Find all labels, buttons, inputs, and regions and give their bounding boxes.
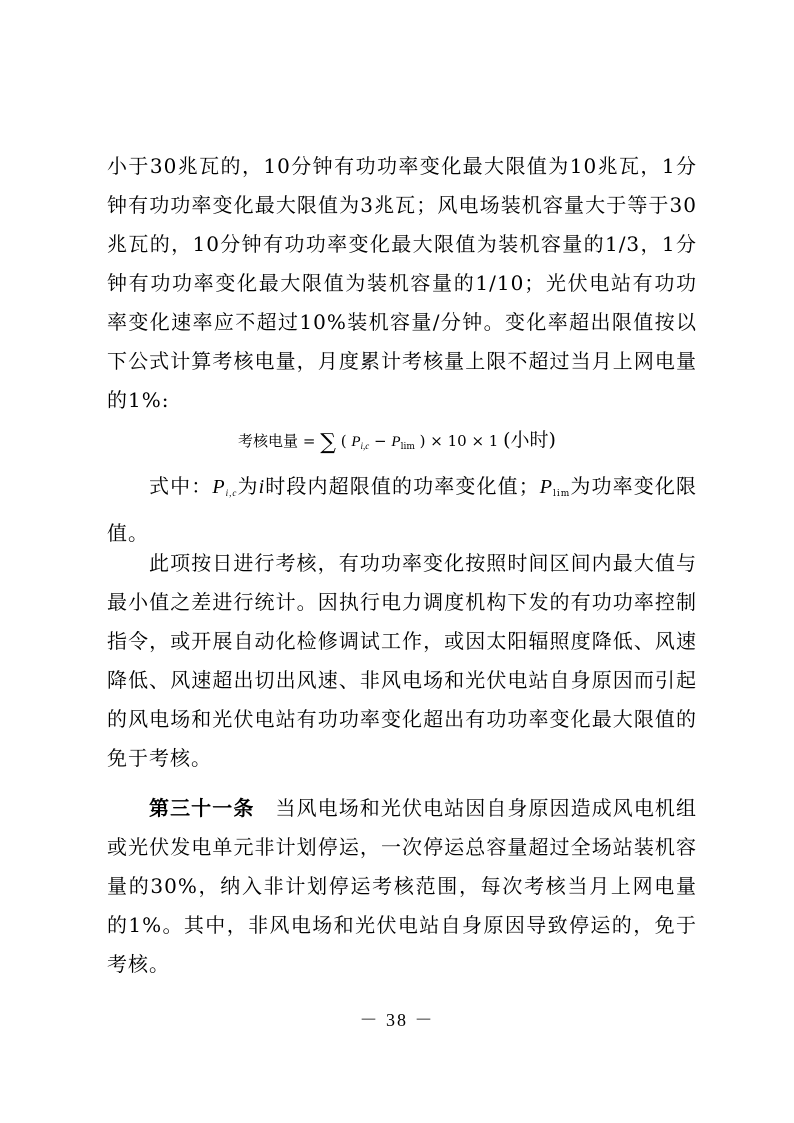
formula-p-symbol: P bbox=[351, 434, 361, 450]
formula-sum-symbol: ∑ bbox=[320, 430, 336, 455]
legend-text-a: 为 bbox=[237, 474, 259, 498]
formula-equals: = bbox=[302, 432, 316, 450]
article-heading: 第三十一条 bbox=[149, 796, 255, 820]
legend-p-symbol: P bbox=[212, 476, 226, 498]
formula-factor: × 10 × 1 bbox=[430, 432, 499, 450]
legend-prefix: 式中： bbox=[149, 474, 213, 498]
legend-plim-subscript: lim bbox=[552, 489, 571, 499]
page-number: － 38 － bbox=[359, 1010, 435, 1030]
formula-unit: (小时) bbox=[503, 429, 556, 451]
assessment-formula bbox=[0, 428, 794, 459]
article-text: 当风电场和光伏电站因自身原因造成风电机组或光伏发电单元非计划停运，一次停运总容量超过全场站装机容量的30%，纳入非计划停运考核范围，每次考核当月上网电量的1%。其中，非风电场和光伏电站自身原因导致停运的，免于考核。 bbox=[107, 796, 698, 976]
formula-plim-symbol: P bbox=[391, 434, 401, 450]
formula-open-paren: ( bbox=[340, 432, 347, 450]
paragraph-article-31 bbox=[107, 789, 697, 984]
formula-minus: − bbox=[374, 432, 387, 450]
legend-p-subscript: i,c bbox=[225, 488, 238, 498]
legend-text-b: 时段内超限值的功率变化值； bbox=[265, 474, 540, 498]
legend-text-c: 为功率变化限值。 bbox=[107, 474, 698, 545]
formula-close-paren: ) bbox=[419, 432, 426, 450]
legend-plim-symbol: P bbox=[539, 476, 553, 498]
formula-plim-subscript: lim bbox=[400, 442, 415, 452]
formula-lhs: 考核电量 bbox=[238, 432, 299, 450]
paragraph-capacity-limits: 小于30兆瓦的，10分钟有功功率变化最大限值为10兆瓦，1分钟有功功率变化最大限值为3兆瓦；风电场装机容量大于等于30兆瓦的，10分钟有功功率变化最大限值为装机容量的1/3，1分钟有功功率变化最大限值为装机容量的1/10；光伏电站有功功率变化速率应不超过10%装机容量/分钟。变化率超出限值按以下公式计算考核电量，月度累计考核量上限不超过当月上网电量的1%: bbox=[107, 154, 697, 412]
legend-i-symbol: i bbox=[258, 476, 266, 498]
paragraph-formula-legend bbox=[107, 467, 697, 553]
paragraph-daily-assessment: 此项按日进行考核，有功功率变化按照时间区间内最大值与最小值之差进行统计。因执行电力调度机构下发的有功功率控制指令，或开展自动化检修调试工作，或因太阳辐照度降低、风速降低、风速超出切出风速、非风电场和光伏电站自身原因而引起的风电场和光伏电站有功功率变化超出有功功率变化最大限值的免于考核。 bbox=[107, 551, 697, 770]
formula-p-subscript: i,c bbox=[360, 441, 370, 451]
